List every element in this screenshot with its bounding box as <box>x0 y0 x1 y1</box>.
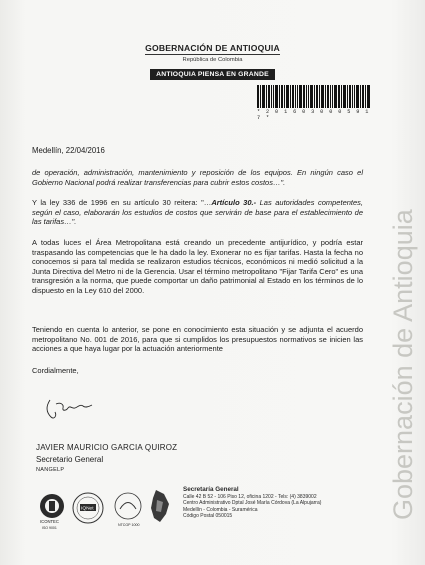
signatory-ref: NANGELP <box>36 467 65 473</box>
footer-line-2: Centro Administrativo Dptal José María Córdova (La Alpujarra) <box>183 500 322 507</box>
paragraph-2-pre: Y la ley 336 de 1996 en su artículo 30 reitera: "… <box>32 198 212 207</box>
footer-title: Secretaría General <box>183 486 239 493</box>
org-name: GOBERNACIÓN DE ANTIOQUIA <box>145 43 280 53</box>
footer-line-4: Código Postal 050015 <box>183 513 233 520</box>
closing-text: Cordialmente, <box>32 366 79 375</box>
paragraph-4 <box>32 325 363 354</box>
paragraph-2 <box>32 198 363 227</box>
iqnet-logo-icon <box>73 493 103 523</box>
paragraph-4-text: Teniendo en cuenta lo anterior, se pone en conocimiento esta situación y se adjunta el acuerdo metropolitano No. 001 de 2016, para que si cumplidos los presupuestos normativos se inicien las acciones a que haya lugar por la actuación anteriormente <box>32 325 363 354</box>
paragraph-2-post: Las autoridades competentes, según el caso, elaborarán los estudios de costos que servirán de base para el establecimiento de las tarifas…". <box>32 198 363 227</box>
paragraph-1 <box>32 168 363 187</box>
signatory-name: JAVIER MAURICIO GARCIA QUIROZ <box>36 443 178 452</box>
paragraph-1-text: de operación, administración, mantenimiento y reposición de los equipos. En ningún caso el Gobierno Nacional podrá realizar transferencias para cubrir estos costos…". <box>32 168 363 187</box>
icontec-label: ICONTEC <box>40 519 59 524</box>
iqnet-label: IQNet <box>81 506 94 512</box>
handwritten-signature-icon <box>42 390 102 422</box>
ntcgp-label: NTCGP 1000 <box>118 523 140 527</box>
letterhead <box>0 38 425 81</box>
signatory-title: Secretario General <box>36 455 104 464</box>
barcode-number: * 2 0 1 6 0 3 0 0 0 5 9 1 7 * <box>257 109 370 121</box>
paragraph-3 <box>32 238 363 296</box>
certification-logos <box>36 484 176 534</box>
slogan-banner: ANTIOQUIA PIENSA EN GRANDE <box>150 69 275 80</box>
footer-line-3: Medellín - Colombia - Suramérica <box>183 506 258 513</box>
icontec-logo-icon <box>40 494 64 530</box>
footer-line-1: Calle 42 B 52 - 106 Piso 12, oficina 1202 - Tels: (4) 3839002 <box>183 493 317 500</box>
letter-date: Medellín, 22/04/2016 <box>32 146 105 155</box>
closing <box>32 366 363 376</box>
vertical-watermark: Gobernación de Antioquia <box>388 209 418 520</box>
antioquia-map-icon <box>151 490 169 522</box>
footer-address <box>183 487 321 520</box>
paragraph-3-text: A todas luces el Área Metropolitana está creando un precedente antijurídico, y podría estar traspasando las competencias que le ha dado la ley. Exonerar no es fijar tarifas. Hasta la fecha no conocemos si para tal medida se realizaron estudios técnicos, económicos ni medió solicitud a la Junta Directiva del Metro ni de la Gerencia. Usar el término metropolitano "Fijar Tarifa Cero" es una transgresión a la norma, que puede comportar un daño patrimonial al Estado en los términos de lo dispuesto en la Ley 610 del 2000. <box>32 238 363 295</box>
barcode-block <box>257 85 370 121</box>
paragraph-2-bold: Artículo 30.- <box>211 198 257 207</box>
barcode-icon <box>257 85 370 108</box>
ntcgp-logo-icon <box>115 493 141 527</box>
iso-label: ISO 9001 <box>42 526 57 530</box>
country-name: República de Colombia <box>182 57 243 63</box>
